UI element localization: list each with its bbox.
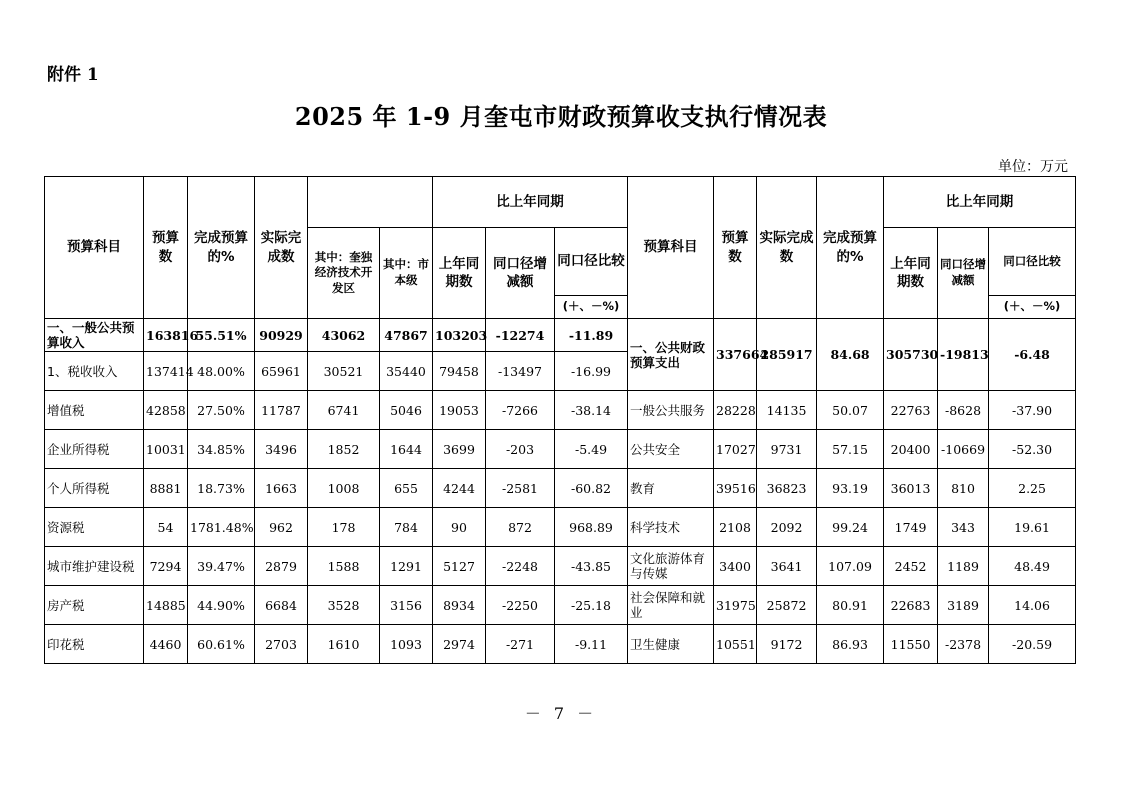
exp-chgpct: -52.30	[989, 430, 1076, 469]
rev-city: 35440	[380, 352, 433, 391]
rev-budget: 42858	[144, 391, 188, 430]
rev-chgpct: -60.82	[555, 469, 628, 508]
exp-chgpct: -37.90	[989, 391, 1076, 430]
header-completion-pct: 完成预算的%	[188, 177, 255, 319]
rev-dev: 1852	[308, 430, 380, 469]
rev-last: 3699	[433, 430, 486, 469]
rev-chgpct: -11.89	[555, 319, 628, 352]
exp-name: 科学技术	[628, 508, 714, 547]
header-dev-zone: 其中：奎独经济技术开发区	[308, 228, 380, 319]
rev-chgpct: -38.14	[555, 391, 628, 430]
exp-name: 社会保障和就业	[628, 586, 714, 625]
rev-budget: 14885	[144, 586, 188, 625]
exp-pct: 80.91	[817, 586, 884, 625]
table-row	[45, 508, 1076, 547]
budget-table	[44, 176, 1076, 664]
exp-chgpct: 48.49	[989, 547, 1076, 586]
rev-dev: 1008	[308, 469, 380, 508]
rev-actual: 6684	[255, 586, 308, 625]
exp-pct: 86.93	[817, 625, 884, 664]
exp-chg: 1189	[938, 547, 989, 586]
rev-last: 2974	[433, 625, 486, 664]
exp-pct: 99.24	[817, 508, 884, 547]
page-title: 2025 年 1-9 月奎屯市财政预算收支执行情况表	[294, 102, 828, 131]
rev-name: 1、税收收入	[45, 352, 144, 391]
header-change-amount: 同口径增减额	[486, 228, 555, 319]
rev-last: 103203	[433, 319, 486, 352]
rev-city: 655	[380, 469, 433, 508]
header-empty-group	[308, 177, 433, 228]
rev-actual: 65961	[255, 352, 308, 391]
rev-last: 79458	[433, 352, 486, 391]
rev-actual: 90929	[255, 319, 308, 352]
header-r-subject: 预算科目	[628, 177, 714, 319]
rev-chg: -2581	[486, 469, 555, 508]
rev-name: 增值税	[45, 391, 144, 430]
rev-dev: 178	[308, 508, 380, 547]
rev-chg: -271	[486, 625, 555, 664]
rev-dev: 1588	[308, 547, 380, 586]
header-r-change-pct: 同口径比较	[989, 228, 1076, 296]
rev-chgpct: -9.11	[555, 625, 628, 664]
header-city-level: 其中：市本级	[380, 228, 433, 319]
exp-pct: 50.07	[817, 391, 884, 430]
exp-budget: 2108	[714, 508, 757, 547]
rev-pct: 44.90%	[188, 586, 255, 625]
rev-dev: 6741	[308, 391, 380, 430]
exp-name: 教育	[628, 469, 714, 508]
header-subject: 预算科目	[45, 177, 144, 319]
rev-chg: -12274	[486, 319, 555, 352]
rev-pct: 1781.48%	[188, 508, 255, 547]
rev-chg: -7266	[486, 391, 555, 430]
rev-budget: 163816	[144, 319, 188, 352]
rev-pct: 55.51%	[188, 319, 255, 352]
header-r-change-amount: 同口径增减额	[938, 228, 989, 319]
header-r-last-year: 上年同期数	[884, 228, 938, 319]
exp-name: 一般公共服务	[628, 391, 714, 430]
exp-budget: 10551	[714, 625, 757, 664]
rev-actual: 11787	[255, 391, 308, 430]
exp-chg: -2378	[938, 625, 989, 664]
exp-pct: 84.68	[817, 319, 884, 391]
header-budget: 预算数	[144, 177, 188, 319]
rev-city: 1093	[380, 625, 433, 664]
rev-chg: -2250	[486, 586, 555, 625]
rev-budget: 8881	[144, 469, 188, 508]
exp-actual: 36823	[757, 469, 817, 508]
header-r-pct-sign: (＋、－%)	[989, 296, 1076, 319]
exp-last: 305730	[884, 319, 938, 391]
rev-chgpct: -25.18	[555, 586, 628, 625]
rev-name: 个人所得税	[45, 469, 144, 508]
exp-chg: 810	[938, 469, 989, 508]
exp-actual: 3641	[757, 547, 817, 586]
exp-chgpct: 19.61	[989, 508, 1076, 547]
rev-city: 1291	[380, 547, 433, 586]
exp-name: 公共安全	[628, 430, 714, 469]
table-row	[45, 391, 1076, 430]
rev-last: 19053	[433, 391, 486, 430]
rev-last: 5127	[433, 547, 486, 586]
exp-chgpct: 14.06	[989, 586, 1076, 625]
rev-pct: 18.73%	[188, 469, 255, 508]
rev-pct: 48.00%	[188, 352, 255, 391]
rev-name: 资源税	[45, 508, 144, 547]
exp-pct: 57.15	[817, 430, 884, 469]
exp-last: 2452	[884, 547, 938, 586]
rev-chg: 872	[486, 508, 555, 547]
rev-last: 8934	[433, 586, 486, 625]
header-r-budget: 预算数	[714, 177, 757, 319]
rev-actual: 3496	[255, 430, 308, 469]
rev-chg: -2248	[486, 547, 555, 586]
rev-chg: -203	[486, 430, 555, 469]
exp-chgpct: -20.59	[989, 625, 1076, 664]
table-row	[45, 625, 1076, 664]
rev-chgpct: 968.89	[555, 508, 628, 547]
exp-budget: 28228	[714, 391, 757, 430]
page-number: － 7 －	[524, 704, 598, 723]
header-r-actual: 实际完成数	[757, 177, 817, 319]
rev-chgpct: -16.99	[555, 352, 628, 391]
header-pct-sign: (＋、－%)	[555, 296, 628, 319]
exp-last: 36013	[884, 469, 938, 508]
header-change-pct: 同口径比较	[555, 228, 628, 296]
exp-last: 1749	[884, 508, 938, 547]
exp-budget: 3400	[714, 547, 757, 586]
attachment-label: 附件 1	[47, 65, 99, 85]
exp-budget: 31975	[714, 586, 757, 625]
exp-chg: -10669	[938, 430, 989, 469]
rev-budget: 10031	[144, 430, 188, 469]
exp-last: 20400	[884, 430, 938, 469]
rev-actual: 2703	[255, 625, 308, 664]
header-r-yoy: 比上年同期	[884, 177, 1076, 228]
exp-actual: 14135	[757, 391, 817, 430]
exp-actual: 285917	[757, 319, 817, 391]
exp-budget: 337664	[714, 319, 757, 391]
table-row	[45, 547, 1076, 586]
rev-actual: 2879	[255, 547, 308, 586]
table-row	[45, 319, 1076, 352]
rev-name: 企业所得税	[45, 430, 144, 469]
exp-actual: 9172	[757, 625, 817, 664]
rev-chg: -13497	[486, 352, 555, 391]
rev-chgpct: -43.85	[555, 547, 628, 586]
exp-budget: 39516	[714, 469, 757, 508]
exp-name: 文化旅游体育与传媒	[628, 547, 714, 586]
exp-chg: -8628	[938, 391, 989, 430]
exp-chg: 343	[938, 508, 989, 547]
rev-dev: 3528	[308, 586, 380, 625]
table-row	[45, 586, 1076, 625]
rev-dev: 43062	[308, 319, 380, 352]
rev-name: 一、一般公共预算收入	[45, 319, 144, 352]
rev-actual: 1663	[255, 469, 308, 508]
table-row	[45, 430, 1076, 469]
table-row	[45, 469, 1076, 508]
rev-pct: 34.85%	[188, 430, 255, 469]
exp-pct: 93.19	[817, 469, 884, 508]
exp-actual: 25872	[757, 586, 817, 625]
header-actual: 实际完成数	[255, 177, 308, 319]
rev-dev: 30521	[308, 352, 380, 391]
rev-city: 47867	[380, 319, 433, 352]
rev-city: 784	[380, 508, 433, 547]
rev-actual: 962	[255, 508, 308, 547]
exp-name: 卫生健康	[628, 625, 714, 664]
rev-budget: 7294	[144, 547, 188, 586]
unit-label: 单位：万元	[998, 159, 1068, 175]
header-r-completion-pct: 完成预算的%	[817, 177, 884, 319]
rev-budget: 137414	[144, 352, 188, 391]
rev-pct: 27.50%	[188, 391, 255, 430]
rev-last: 90	[433, 508, 486, 547]
header-last-year: 上年同期数	[433, 228, 486, 319]
exp-chgpct: 2.25	[989, 469, 1076, 508]
rev-city: 1644	[380, 430, 433, 469]
rev-pct: 60.61%	[188, 625, 255, 664]
exp-last: 11550	[884, 625, 938, 664]
exp-chg: 3189	[938, 586, 989, 625]
rev-name: 印花税	[45, 625, 144, 664]
exp-last: 22683	[884, 586, 938, 625]
header-yoy: 比上年同期	[433, 177, 628, 228]
rev-name: 房产税	[45, 586, 144, 625]
exp-actual: 9731	[757, 430, 817, 469]
rev-city: 5046	[380, 391, 433, 430]
exp-last: 22763	[884, 391, 938, 430]
rev-name: 城市维护建设税	[45, 547, 144, 586]
rev-dev: 1610	[308, 625, 380, 664]
rev-last: 4244	[433, 469, 486, 508]
rev-budget: 54	[144, 508, 188, 547]
rev-budget: 4460	[144, 625, 188, 664]
rev-city: 3156	[380, 586, 433, 625]
exp-chgpct: -6.48	[989, 319, 1076, 391]
rev-chgpct: -5.49	[555, 430, 628, 469]
exp-name: 一、公共财政预算支出	[628, 319, 714, 391]
exp-pct: 107.09	[817, 547, 884, 586]
exp-chg: -19813	[938, 319, 989, 391]
exp-budget: 17027	[714, 430, 757, 469]
rev-pct: 39.47%	[188, 547, 255, 586]
exp-actual: 2092	[757, 508, 817, 547]
